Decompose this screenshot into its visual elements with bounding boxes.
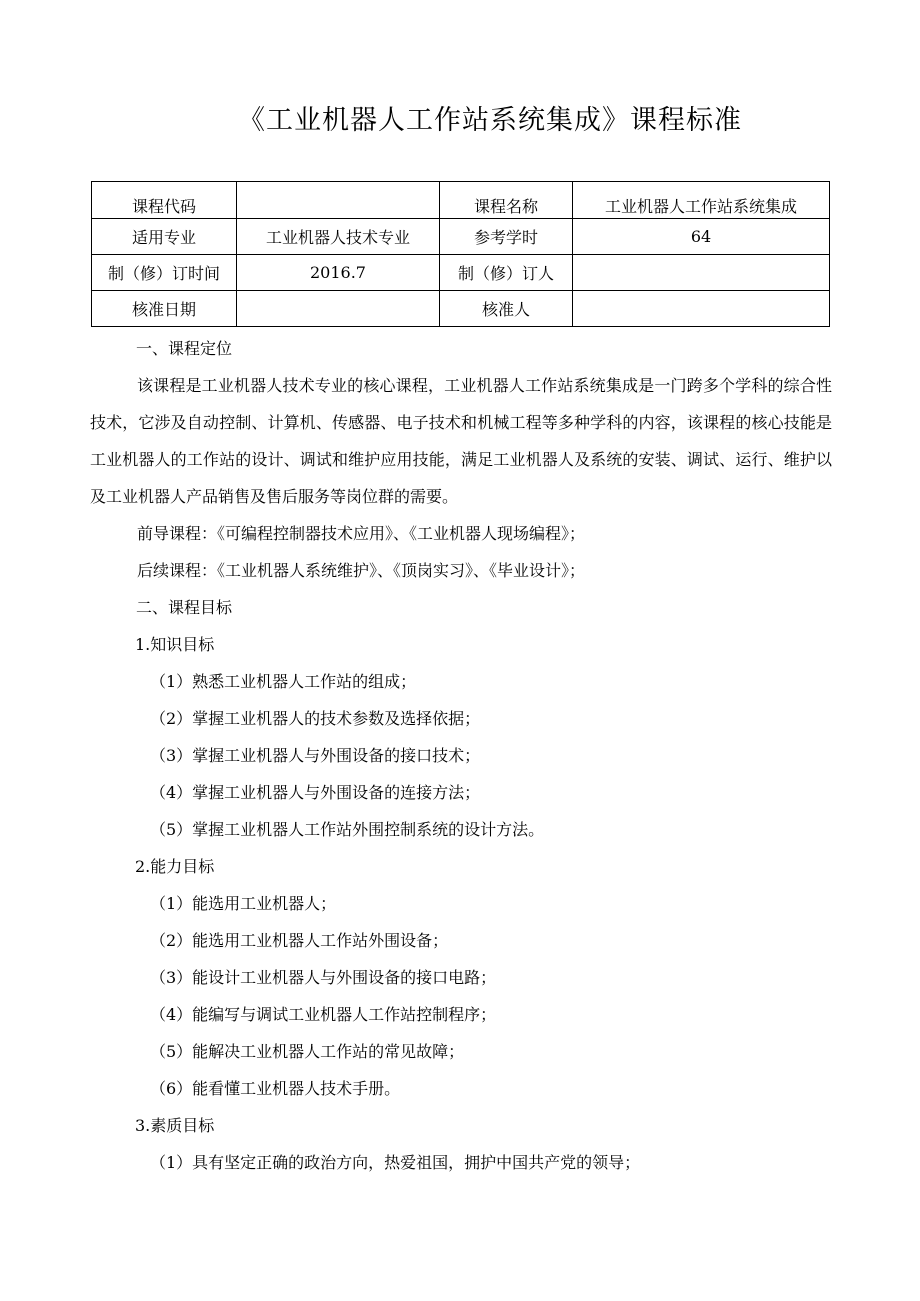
- table-cell: 工业机器人工作站系统集成: [573, 182, 830, 219]
- table-row: [92, 291, 830, 327]
- table-cell: [573, 291, 830, 327]
- subsection-heading: 3.素质目标: [135, 1116, 215, 1135]
- table-row: [92, 255, 830, 291]
- section-heading: 二、课程目标: [136, 598, 233, 617]
- list-item: （4）能编写与调试工业机器人工作站控制程序；: [150, 1005, 497, 1024]
- subsection-heading: 2.能力目标: [135, 857, 215, 876]
- table-cell: 课程名称: [440, 182, 573, 219]
- table-cell: 核准日期: [92, 291, 237, 327]
- list-item: （5）掌握工业机器人工作站外围控制系统的设计方法。: [150, 820, 545, 839]
- course-positioning-paragraph: 该课程是工业机器人技术专业的核心课程，工业机器人工作站系统集成是一门跨多个学科的综合性技术，它涉及自动控制、计算机、传感器、电子技术和机械工程等多种学科的内容，该课程的核心技能是工业机器人的工作站的设计、调试和维护应用技能，满足工业机器人及系统的安装、调试、运行、维护以及工业机器人产品销售及售后服务等岗位群的需要。: [90, 376, 832, 506]
- table-cell: [237, 182, 440, 219]
- subsection-heading: 1.知识目标: [135, 635, 215, 654]
- section-heading: 一、课程定位: [136, 339, 233, 358]
- table-cell: [237, 291, 440, 327]
- list-item: （1）能选用工业机器人；: [150, 894, 337, 913]
- list-item: （3）掌握工业机器人与外围设备的接口技术；: [150, 746, 481, 765]
- table-cell: 核准人: [440, 291, 573, 327]
- table-cell: 2016.7: [237, 255, 440, 291]
- list-item: （1）熟悉工业机器人工作站的组成；: [150, 672, 417, 691]
- table-cell: 制（修）订人: [440, 255, 573, 291]
- list-item: （2）掌握工业机器人的技术参数及选择依据；: [150, 709, 481, 728]
- list-item: （1）具有坚定正确的政治方向，热爱祖国，拥护中国共产党的领导；: [150, 1153, 641, 1172]
- table-cell: 参考学时: [440, 219, 573, 255]
- table-cell: 工业机器人技术专业: [237, 219, 440, 255]
- list-item: （6）能看懂工业机器人技术手册。: [150, 1079, 401, 1098]
- table-cell: 适用专业: [92, 219, 237, 255]
- prerequisite-courses: 前导课程：《可编程控制器技术应用》、《工业机器人现场编程》；: [137, 524, 586, 543]
- list-item: （2）能选用工业机器人工作站外围设备；: [150, 931, 449, 950]
- table-cell: 课程代码: [92, 182, 237, 219]
- table-row: [92, 182, 830, 219]
- course-info-table: [91, 181, 830, 327]
- table-cell: 64: [573, 219, 830, 255]
- followup-courses: 后续课程：《工业机器人系统维护》、《顶岗实习》、《毕业设计》；: [137, 561, 586, 580]
- document-body: [90, 330, 832, 1181]
- list-item: （3）能设计工业机器人与外围设备的接口电路；: [150, 968, 497, 987]
- page-title: 《工业机器人工作站系统集成》课程标准: [238, 105, 742, 136]
- table-cell: [573, 255, 830, 291]
- list-item: （4）掌握工业机器人与外围设备的连接方法；: [150, 783, 481, 802]
- table-cell: 制（修）订时间: [92, 255, 237, 291]
- table-row: [92, 219, 830, 255]
- list-item: （5）能解决工业机器人工作站的常见故障；: [150, 1042, 465, 1061]
